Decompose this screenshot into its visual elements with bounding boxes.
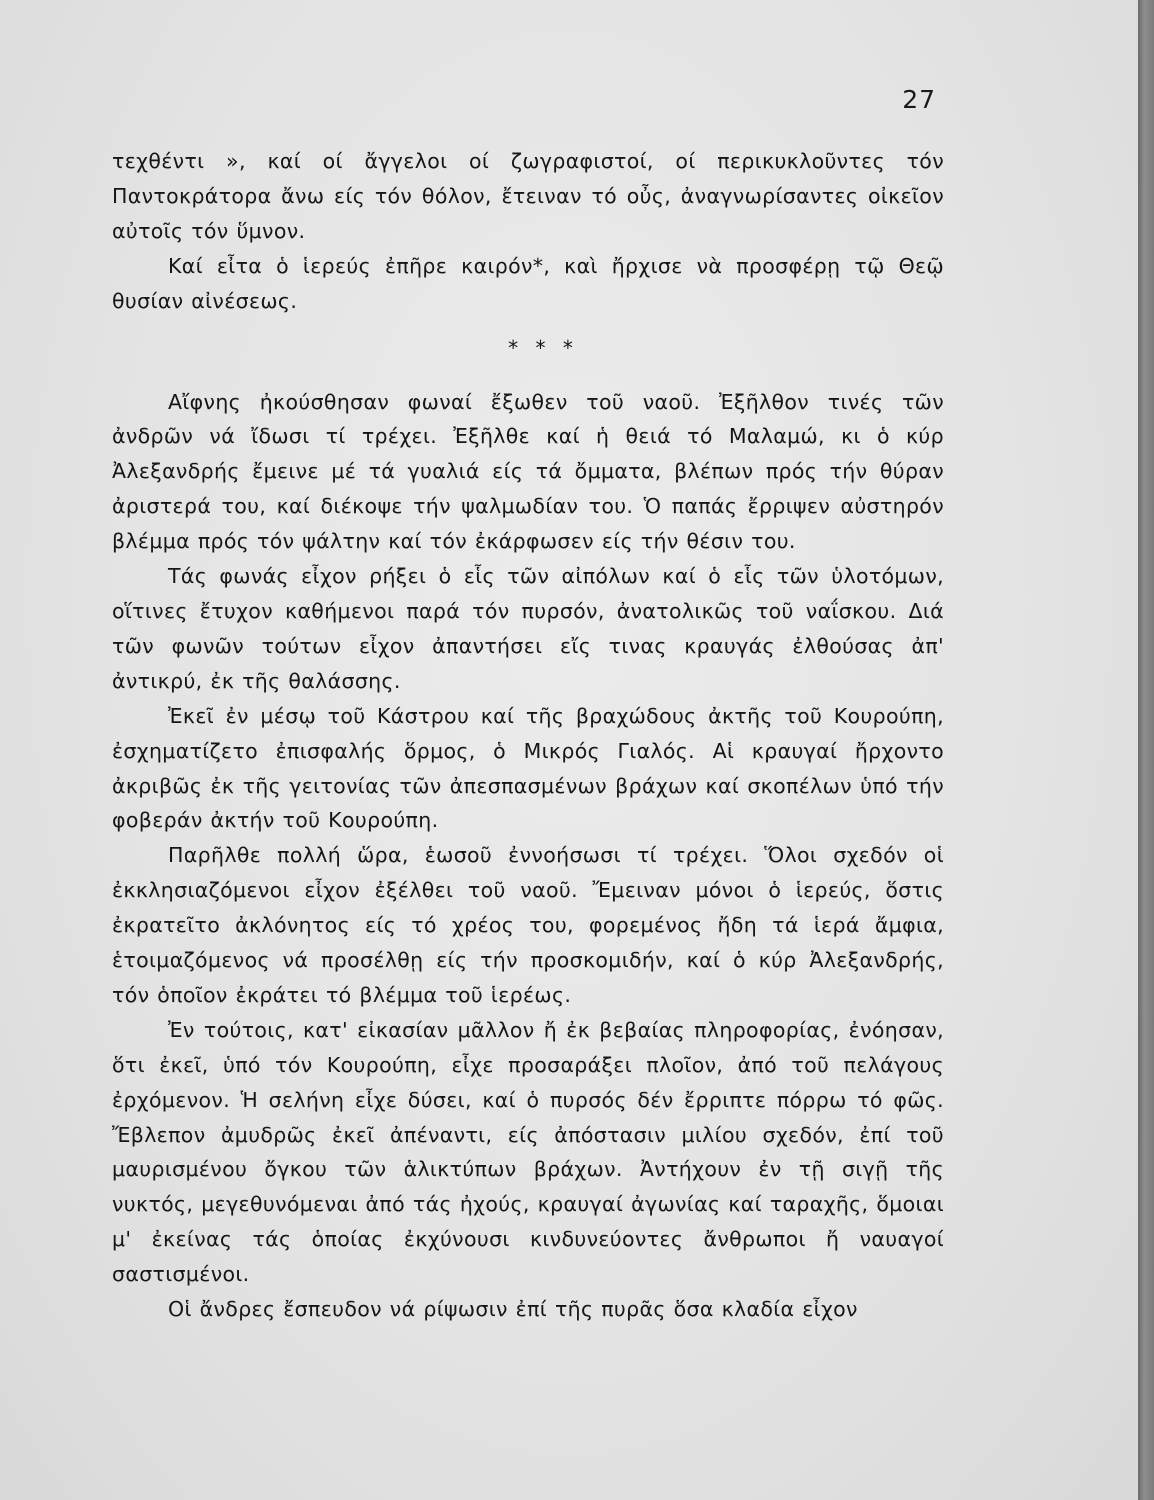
paragraph-8: Οἱ ἄνδρες ἔσπευδον νά ρίψωσιν ἐπί τῆς πυρᾶς ὅσα κλαδία εἶχον (168, 1297, 858, 1322)
paragraph-2: Καί εἶτα ὁ ἱερεύς ἐπῆρε καιρόν*, καὶ ἤρχισε νὰ προσφέρῃ τῷ Θεῷ θυσίαν αἰνέσεως. (112, 253, 944, 313)
paragraph-7: Ἐν τούτοις, κατ' εἰκασίαν μᾶλλον ἤ ἐκ βεβαίας πληροφορίας, ἐνόησαν, ὅτι ἐκεῖ, ὑπό τόν Κουρούπη, εἶχε προσαράξει πλοῖον, ἀπό τοῦ πελάγους ἐρχόμενον. Ἡ σελήνη εἶχε δύσει, καί ὁ πυρσός δέν ἔρριπτε πόρρω τό φῶς. Ἔβλεπον ἀμυδρῶς ἐκεῖ ἀπέναντι, είς ἀπόστασιν μιλίου σχεδόν, ἐπί τοῦ μαυρισμένου ὄγκου τῶν ἁλικτύπων βράχων. Ἀντήχουν ἐν τῇ σιγῇ τῆς νυκτός, μεγεθυνόμεναι ἀπό τάς ἠχούς, κραυγαί ἀγωνίας καί ταραχῆς, ὅμοιαι μ' ἐκείνας τάς ὁποίας ἐκχύνουσι κινδυνεύοντες ἄνθρωποι ἤ ναυαγοί σαστισμένοι. (112, 1017, 944, 1287)
paragraph-5: Ἐκεῖ ἐν μέσῳ τοῦ Κάστρου καί τῆς βραχώδους ἀκτῆς τοῦ Κουρούπη, ἐσχηματίζετο ἐπισφαλής ὅρμος, ὁ Μικρός Γιαλός. Αἱ κραυγαί ἤρχοντο ἀκριβῶς ἐκ τῆς γειτονίας τῶν ἀπεσπασμένων βράχων καί σκοπέλων ὑπό τήν φοβεράν ἀκτήν τοῦ Κουρούπη. (112, 703, 944, 833)
page-number: 27 (902, 85, 936, 114)
body-text (112, 144, 944, 1327)
paragraph-1: τεχθέντι », καί οί ἄγγελοι οί ζωγραφιστοί, οί περικυκλοῦντες τόν Παντοκράτορα ἄνω είς τόν θόλον, ἔτειναν τό οὖς, ἀναγνωρίσαντες οἰκεῖον αὐτοῖς τόν ὕμνον. (112, 149, 944, 243)
paragraph-6: Παρῆλθε πολλή ὥρα, ἑωσοῦ ἐννοήσωσι τί τρέχει. Ὅλοι σχεδόν οἱ ἐκκλησιαζόμενοι εἶχον ἐξέλθει τοῦ ναοῦ. Ἔμειναν μόνοι ὁ ἱερεύς, ὅστις ἐκρατεῖτο ἀκλόνητος είς τό χρέος του, φορεμένος ἤδη τά ἱερά ἄμφια, ἑτοιμαζόμενος νά προσέλθῃ είς τήν προσκομιδήν, καί ὁ κύρ Ἀλεξανδρής, τόν ὁποῖον ἐκράτει τό βλέμμα τοῦ ἱερέως. (112, 843, 944, 1007)
paragraph-4: Τάς φωνάς εἶχον ρήξει ὁ εἷς τῶν αἰπόλων καί ὁ εἷς τῶν ὑλοτόμων, οἵτινες ἔτυχον καθήμενοι παρά τόν πυρσόν, ἀνατολικῶς τοῦ ναΐσκου. Διά τῶν φωνῶν τούτων εἶχον ἀπαντήσει εἴς τινας κραυγάς ἐλθούσας ἀπ' ἀντικρύ, ἐκ τῆς θαλάσσης. (112, 564, 944, 693)
section-separator: * * * (508, 335, 578, 360)
page-edge-shadow (1138, 0, 1154, 1500)
paragraph-3: Αἴφνης ἠκούσθησαν φωναί ἔξωθεν τοῦ ναοῦ. Ἐξῆλθον τινές τῶν ἀνδρῶν νά ἴδωσι τί τρέχει. Ἐξῆλθε καί ἡ θειά τό Μαλαμώ, κι ὁ κύρ Ἀλεξανδρής ἔμεινε μέ τά γυαλιά είς τά ὄμματα, βλέπων πρός τήν θύραν ἀριστερά του, καί διέκοψε τήν ψαλμωδίαν του. Ὁ παπάς ἔρριψεν αὐστηρόν βλέμμα πρός τόν ψάλτην καί τόν ἐκάρφωσεν είς τήν θέσιν του. (112, 389, 944, 554)
